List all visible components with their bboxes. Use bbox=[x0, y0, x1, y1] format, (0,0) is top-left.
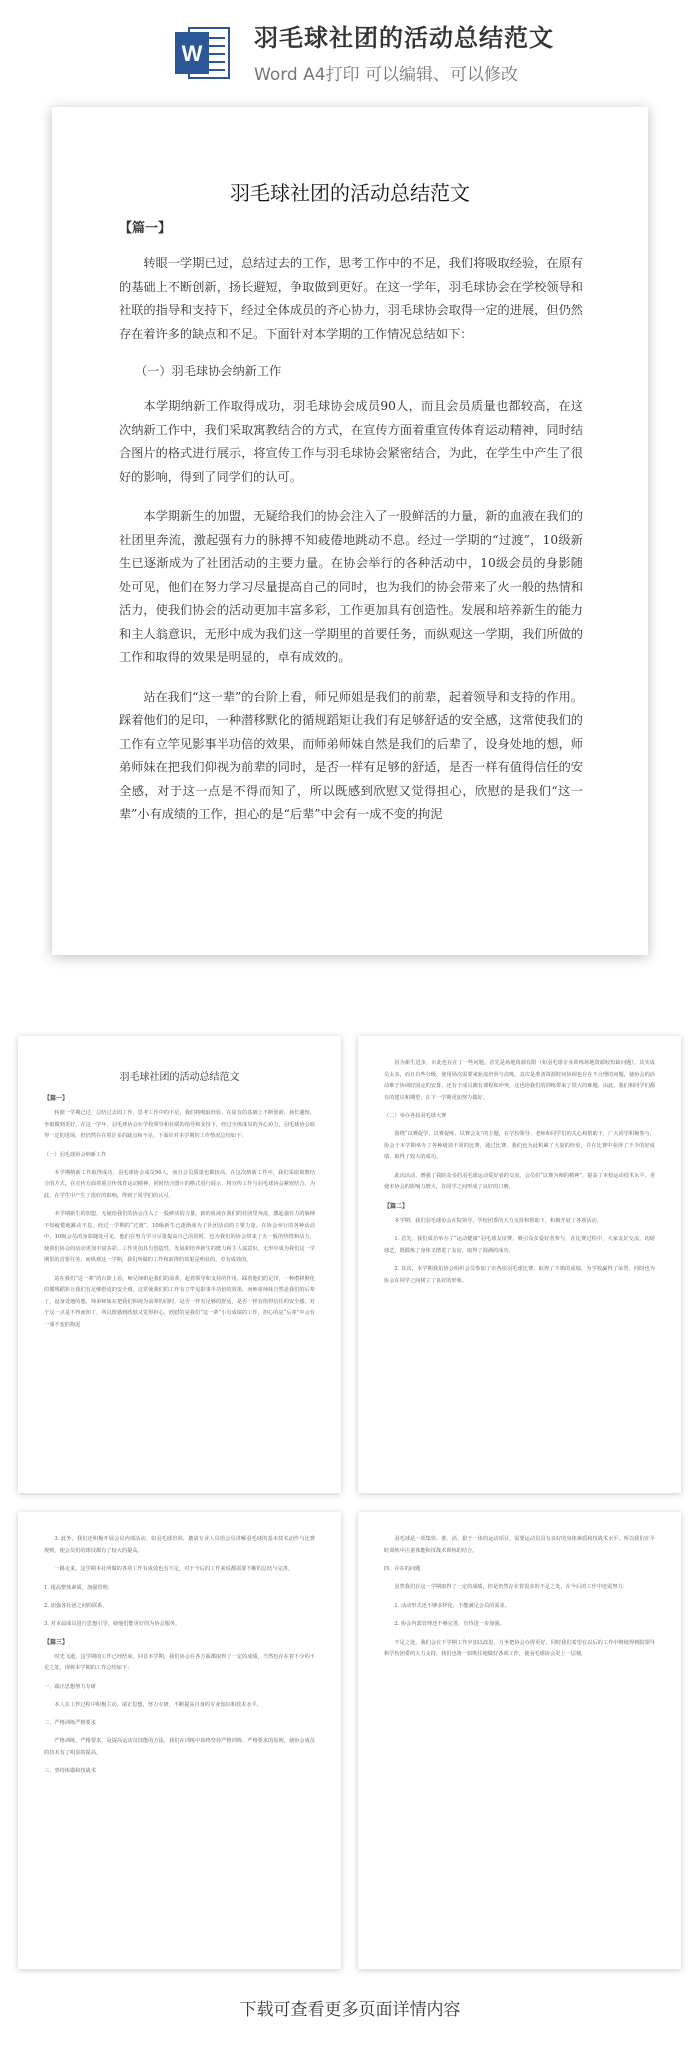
thumb-subheading: 三、坚持体锻和技战术 bbox=[44, 1768, 96, 1774]
document-title: 羽毛球社团的活动总结范文 bbox=[230, 181, 470, 205]
thumb-list-item: 3. 对本届成员进行思想引导，使他们能更好的为协会服务。 bbox=[44, 1620, 181, 1627]
thumb-paragraph: 本人在工作过程中积极主动，端正思想，努力专研，不断提高自身的专业知识和技术水平。 bbox=[54, 1701, 262, 1708]
thumb-section-label: 【篇一】 bbox=[44, 1095, 69, 1102]
thumb-paragraph: 1. 活动形式还不够多样化，不能满足会员的需求。 bbox=[394, 1602, 510, 1609]
thumb-paragraph: 一路走来，这学期本社所做的各项工作有成效也有不足，对于今后的工作来说都需要不断的总结与完善。 bbox=[54, 1566, 294, 1572]
paragraph: 本学期新生的加盟，无疑给我们的协会注入了一股鲜活的力量，新的血液在我们的社团里奔流，激起强有力的脉搏不知疲倦地跳动不息。经过一学期的“过渡”，10级新生已逐渐成为了社团活动的主要力量。在协会举行的各种活动中，10级会员的身影随处可见，他们在努力学习尽量提高自己的同时，也为我们的协会带来了火一般的热情和活力，使我们协会的活动更加丰富多彩，工作更加具有创造性。发展和培养新生的能力和主人翁意识，无形中成为我们这一学期里的首要任务，而纵观这一学期，我们所做的工作和取得的效果是明显的，卓有成效的。 bbox=[119, 509, 583, 664]
thumb-paragraph: 严格训练，严格要求，是提高运动员技能的方法，我们在训练中始终坚持严格训练、严格要求的原则，使协会成员的技术有了明显的提高。 bbox=[44, 1738, 315, 1756]
thumb-paragraph: 转眼一学期已过，总结过去的工作，思考工作中的不足，我们将吸取经验，在原有的基础上不断创新，扬长避短，争取做到更好。在这一学年，羽毛球协会在学校领导和社联的指导和支持下，经过全体成员的齐心协力，羽毛球协会取得一定的进展，但仍然存在着许多的缺点和不足。下面针对本学期的工作情况总结如下： bbox=[44, 1110, 315, 1139]
main-document-page bbox=[52, 107, 648, 955]
thumb-subheading: （一）羽毛球协会纳新工作 bbox=[44, 1151, 107, 1158]
thumb-paragraph: 此次活动，增强了我院众多的羽毛球运动爱好者的交流，会员们“以赛为师的精神”，提高了本校运动技术水平，更使本协会的影响力增大，在同学之间形成了良好的口碑。 bbox=[384, 1172, 655, 1190]
thumb-paragraph: 2. 其次，本学期我们协会组织会员参加了市各项羽毛球比赛，取得了不错的成绩，为学校赢得了荣誉，同时也为协会在同学之间树立了良好的形象。 bbox=[384, 1266, 655, 1284]
paragraph: 本学期纳新工作取得成功，羽毛球协会成员90人，而且会员质量也都较高，在这次纳新工作中，我们采取寓教结合的方式，在宣传方面着重宣传体育运动精神，同时结合图片的格式进行展示，将宣传工作与羽毛球协会紧密结合，为此，在学生中产生了很好的影响，得到了同学们的认可。 bbox=[119, 399, 583, 484]
logo-letter: W bbox=[181, 41, 203, 66]
paragraph: 站在我们“这一辈”的台阶上看，师兄师姐是我们的前辈，起着领导和支持的作用。踩着他们的足印，一种潜移默化的循规蹈矩让我们有足够舒适的安全感，这常使我们的工作有立竿见影事半功倍的效果，而师弟师妹自然是我们的后辈了，设身处地的想，师弟师妹在把我们仰视为前辈的同时，是否一样有足够的舒适，是否一样有值得信任的安全感，对于这一点是不得而知了，所以既感到欣慰又觉得担心，欣慰的是我们“这一辈”小有成绩的工作，担心的是“后辈”中会有一成不变的拘泥 bbox=[119, 689, 583, 821]
thumb-paragraph: 虽然我们在这一学期取得了一定的成绩，但是仍然存在着很多的不足之处，在今后的工作中还需努力： bbox=[394, 1584, 628, 1590]
thumb-title: 羽毛球社团的活动总结范文 bbox=[119, 1072, 240, 1083]
thumb-paragraph: 本学期纳新工作取得成功，羽毛球协会成员90人，而且会员质量也都较高，在这次纳新工作中，我们采取寓教结合的方式，在宣传方面着重宣传体育运动精神，同时结合图片的格式进行展示，将宣传工作与羽毛球协会紧密结合，为此，在学生中产生了很好的影响，得到了同学们的认可。 bbox=[44, 1169, 315, 1199]
thumb-paragraph: 时光飞逝，这学期的工作已经结束。回首本学期，我们协会在各方面都取得了一定的成绩，当然也存在着不少的不足之处，现将本学期的工作总结如下： bbox=[44, 1653, 315, 1671]
thumb-paragraph: 1. 首先，我们成功举办了“运动健康”羽毛球友谊赛，吸引众多爱好者参与，在比赛过程中，大家友好交流，切磋球艺，既锻炼了身体又增进了友谊，取得了圆满的成功。 bbox=[384, 1236, 655, 1254]
download-more-text[interactable]: 下载可查看更多页面详情内容 bbox=[239, 2000, 461, 2020]
word-doc-icon bbox=[175, 22, 231, 84]
header-title: 羽毛球社团的活动总结范文 bbox=[254, 24, 554, 52]
thumb-subheading: 二、严格训练严格要求 bbox=[44, 1720, 96, 1726]
thumb-paragraph: 围绕“以赛促学、以赛促练、以赛会友”的主题，在学校领导、老师和同学们的关心和帮助下，广大同学积极参与，协会于本学期举办了各种级别不同的比赛，通过比赛，我们也为此积累了大量的经验，并在比赛中获得了不少的好成绩，取得了较大的成功。 bbox=[384, 1131, 655, 1160]
header-subtitle: Word A4打印 可以编辑、可以修改 bbox=[254, 65, 518, 85]
thumbnail-page-1[interactable] bbox=[18, 1036, 341, 1493]
subheading: （一）羽毛球协会纳新工作 bbox=[135, 364, 282, 378]
section-label: 【篇一】 bbox=[119, 221, 172, 236]
thumb-section-label: 【篇二】 bbox=[384, 1202, 409, 1210]
thumb-paragraph: 本学期，我们羽毛球协会在院领导、学校团委的大力支持和帮助下，积极开展了各项活动。 bbox=[394, 1217, 602, 1224]
document-body bbox=[119, 217, 583, 843]
thumbnail-page-3[interactable] bbox=[18, 1512, 341, 1969]
thumb-list-item: 1. 提高整体素质，加强管理。 bbox=[44, 1584, 113, 1591]
thumb-subheading: 一、端正思想努力专研 bbox=[44, 1683, 96, 1690]
thumb-paragraph: 2. 协会内部管理还不够完善，有待进一步加强。 bbox=[394, 1621, 505, 1627]
thumb-paragraph: 本学期新生的加盟，无疑给我们的协会注入了一股鲜活的力量，新的血液在我们的社团里奔流，激起强有力的脉搏不知疲倦地跳动不息。经过一学期的“过渡”，10级新生已逐渐成为了社团活动的主要力量。在协会举行的各种活动中，10级会员的身影随处可见，他们在努力学习尽量提高自己的同时，也为我们的协会带来了火一般的热情和活力，使我们协会的活动更加丰富多彩，工作更加具有创造性。发展和培养新生的能力和主人翁意识，无形中成为我们这一学期里的首要任务，而纵观这一学期，我们所做的工作和取得的效果是明显的，卓有成效的。 bbox=[44, 1211, 315, 1263]
header bbox=[0, 0, 700, 95]
thumb-subheading: 四、存在的问题 bbox=[384, 1566, 421, 1572]
thumb-paragraph: 不足之处，我们会在下学期工作中加以改进，力争把协会办得更好。同时我们希望在以后的工作中继续得到院领导和学校团委的大力支持，我们也将一如既往地做好各项工作，使羽毛球协会更上一层楼。 bbox=[384, 1639, 655, 1657]
thumb-list-item: 2. 加强各社团之间的联系。 bbox=[44, 1602, 108, 1609]
thumbnail-page-2[interactable] bbox=[358, 1036, 681, 1493]
thumb-subheading: （二）举办各届羽毛球大赛 bbox=[384, 1113, 447, 1119]
thumb-paragraph: 因为新生进步，市此也存在了一些问题。首先是场地资源有限（如羽毛球专业训练场地资源较短缺问题），其实成员太多，而且有些分级，使用场次需要来轮流培训与次练。其次是准备资源时间协调也存在不合理的问题，使协会的活动难于协调好固定的安排，还有个成员都有课程和冲突，这也给我们的训练带来了很大的难题。由此，我们和同学们都有的建议和期望，在下一学期更加努力做好。 bbox=[384, 1060, 655, 1101]
paragraph-intro: 转眼一学期已过，总结过去的工作，思考工作中的不足，我们将吸取经验，在原有的基础上不断创新，扬长避短，争取做到更好。在这一学年，羽毛球协会在学校领导和社联的指导和支持下，经过全体成员的齐心协力，羽毛球协会取得一定的进展，但仍然存在着许多的缺点和不足。下面针对本学期的工作情况总结如下： bbox=[119, 256, 583, 341]
thumb-paragraph: 3. 此外，我们还积极开展会员内部活动，如羽毛球培训，邀请专业人员给会员讲解羽毛球的基本技术动作与比赛规则，使会员们的球技都有了较大的提高。 bbox=[44, 1536, 315, 1554]
thumb-section-label: 【篇三】 bbox=[44, 1638, 69, 1646]
thumb-paragraph: 站在我们“这一辈”的台阶上看，师兄师姐是我们的前辈，起着领导和支持的作用。踩着他们的足印，一种潜移默化的循规蹈矩让我们有足够舒适的安全感，这常使我们的工作有立竿见影事半功倍的效果，而师弟师妹自然是我们的后辈了，设身处地的想，师弟师妹在把我们仰视为前辈的同时，是否一样有足够的舒适，是否一样有值得信任的安全感，对于这一点是不得而知了，所以既感到欣慰又觉得担心，欣慰的是我们“这一辈”小有成绩的工作，担心的是“后辈”中会有一成不变的拘泥 bbox=[44, 1275, 315, 1328]
thumb-paragraph: 羽毛球是一项集快、准、活、狠于一体的运动项目，需要运动员具有良好的身体素质和技战术水平，所以我们在平时训练中注重体能和技战术训练的结合。 bbox=[384, 1536, 655, 1554]
thumbnail-page-4[interactable] bbox=[358, 1512, 681, 1969]
